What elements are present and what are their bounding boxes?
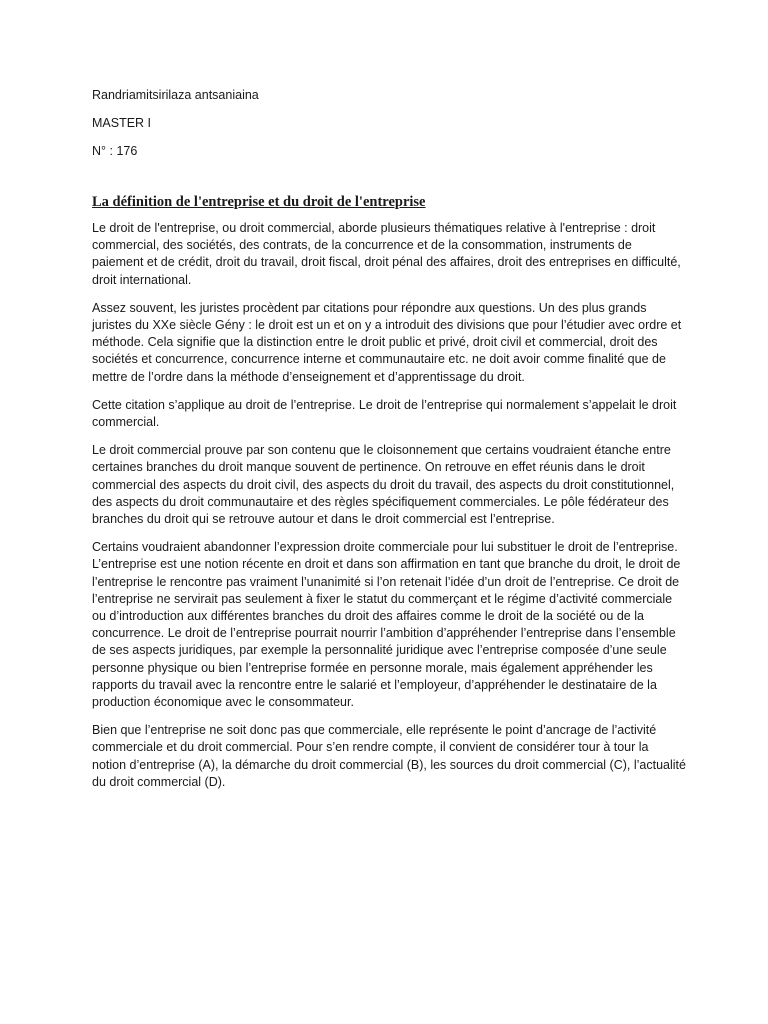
paragraph-2: Assez souvent, les juristes procèdent par citations pour répondre aux questions. Un des plus grands juristes du XXe siècle Gény : le droit est un et on y a introduit des divisions que pour l’étudier avec ordre et méthode. Cela signifie que la distinction entre le droit public et privé, droit civil et commercial, droit des sociétés et concurrence, concurrence interne et communautaire etc. ne doit avoir comme finalité que de mettre de l’ordre dans la méthode d’enseignement et d’apprentissage du droit. bbox=[92, 300, 682, 384]
paragraph-3: Cette citation s’applique au droit de l’entreprise. Le droit de l’entreprise qui normalement s’appelait le droit commercial. bbox=[92, 397, 677, 430]
document-title: La définition de l'entreprise et du droit de l'entreprise bbox=[92, 194, 426, 210]
paragraph-5: Certains voudraient abandonner l’expression droite commerciale pour lui substituer le droit de l’entreprise. L’entreprise est une notion récente en droit et dans son affirmation en tant que branche du droit, le droit de l’entreprise le rencontre pas vraiment l’unanimité si l’on retenait l’idée d’un droit de l’entreprise. Ce droit de l’entreprise ne servirait pas seulement à fixer le statut du commerçant et le régime d’activité commerciale ou d’introduction aux différentes branches du droit des affaires comme le droit de la société ou de la concurrence. Le droit de l’entreprise pourrait nourrir l’ambition d’appréhender l’entreprise dans l’ensemble de ses aspects juridiques, par exemple la personnalité juridique avec l’entreprise composée d’une seule personne physique ou bien l’entreprise formée en personne morale, mais également appréhender les rapports du travail avec la rencontre entre le salarié et l’employeur, d’appréhender le destinataire de la production économique avec le consommateur. bbox=[92, 540, 681, 710]
paragraph-1: Le droit de l'entreprise, ou droit commercial, aborde plusieurs thématiques relative à l'entreprise : droit commercial, des sociétés, des contrats, de la concurrence et de la consommation, instruments de paiement et de crédit, droit du travail, droit fiscal, droit pénal des affaires, droit des entreprises en difficulté, droit international. bbox=[92, 221, 681, 287]
study-level: MASTER I bbox=[92, 116, 152, 130]
paragraph-4: Le droit commercial prouve par son contenu que le cloisonnement que certains voudraient étanche entre certaines branches du droit manque souvent de pertinence. On retrouve en effet réunis dans le droit commercial des aspects du droit civil, des aspects du droit du travail, des aspects du droit constitutionnel, des aspects du droit communautaire et des règles spécifiquement commerciales. Le pôle fédérateur des branches du droit qui se retrouve autour et dans le droit commercial est l’entreprise. bbox=[92, 443, 675, 527]
author-name: Randriamitsirilaza antsaniaina bbox=[92, 88, 259, 102]
paragraph-6: Bien que l’entreprise ne soit donc pas que commerciale, elle représente le point d’ancrage de l’activité commerciale et du droit commercial. Pour s’en rendre compte, il convient de considérer tour à tour la notion d’entreprise (A), la démarche du droit commercial (B), les sources du droit commercial (C), l’actualité du droit commercial (D). bbox=[92, 723, 686, 789]
document-page bbox=[92, 87, 686, 802]
student-number: N° : 176 bbox=[92, 144, 138, 158]
